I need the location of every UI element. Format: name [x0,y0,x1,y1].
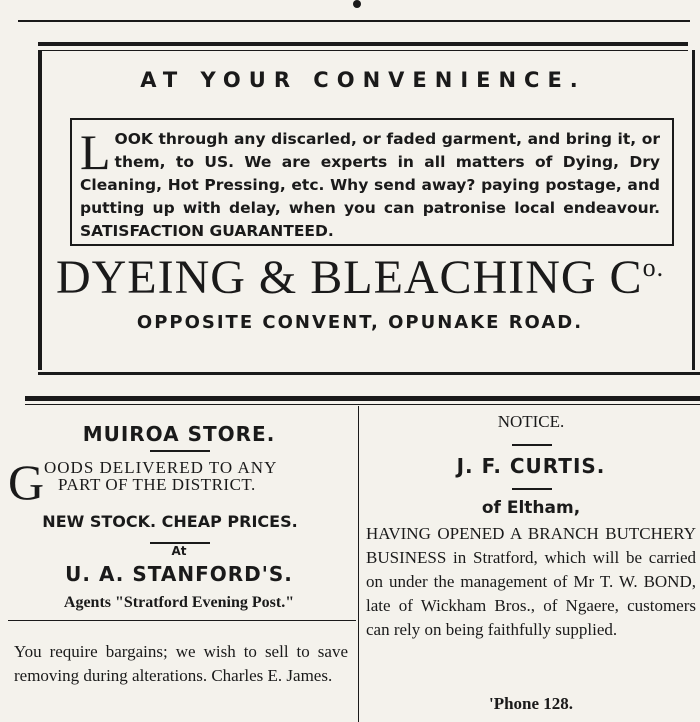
section-rule-thick [25,396,700,401]
merchant-town: of Eltham, [481,498,581,518]
ad-bottom-rule [38,372,700,375]
bargains-text: You require bargains; we wish to sell to save removing during alterations. Charles E. James. [14,642,348,685]
advert-body-text: OOK through any discarled, or faded garment, and bring it, or them, to US. We are experts in all matters of Dying, Dry Cleaning, Hot Pressing, etc. Why send away? paying postage, and putting up with delay, when you can patronise local endeavour. SATISFACTION GUARANTEED. [80,130,660,240]
store-name: MUIROA STORE. [82,422,276,446]
company-name [40,240,680,306]
merchant-name: J. F. CURTIS. [456,454,606,478]
phone-line: 'Phone 128. [488,694,574,713]
right-column [362,412,700,722]
company-address: OPPOSITE CONVENT, OPUNAKE ROAD. [136,312,584,333]
goods-cap: G [8,454,45,510]
goods-line-1: OODS DELIVERED TO ANY [44,458,278,477]
notice-body: HAVING OPENED A BRANCH BUTCHERY BUSINESS in Stratford, which will be carried on under the management of Mr T. W. BOND, late of Wickham Bros., of Ngaere, customers can rely on being faithfully supplied. [366,524,696,639]
ad-top-rule [38,42,688,46]
at-line: At [171,544,187,558]
store-name-underline [150,450,210,452]
new-stock-line: NEW STOCK. CHEAP PRICES. [42,512,298,531]
advert-body-box [70,118,674,246]
top-rule [18,20,690,22]
agents-line: Agents "Stratford Evening Post." [63,594,295,611]
drop-cap: L [80,124,111,180]
section-rule-thin [25,404,700,405]
company-suffix: o. [642,253,665,282]
top-dot [353,0,361,8]
advert-heading: AT YOUR CONVENIENCE. [140,68,586,92]
merchant-name-underline [512,488,552,490]
column-divider [358,406,359,722]
bargains-rule [8,620,356,621]
goods-line-2: PART OF THE DISTRICT. [58,475,256,494]
left-column [0,412,358,722]
company-name-text: DYEING & BLEACHING C [55,251,643,304]
advert-body [80,124,660,243]
notice-heading: NOTICE. [497,412,565,431]
notice-underline [512,444,552,446]
stanford-name: U. A. STANFORD'S. [65,562,293,586]
